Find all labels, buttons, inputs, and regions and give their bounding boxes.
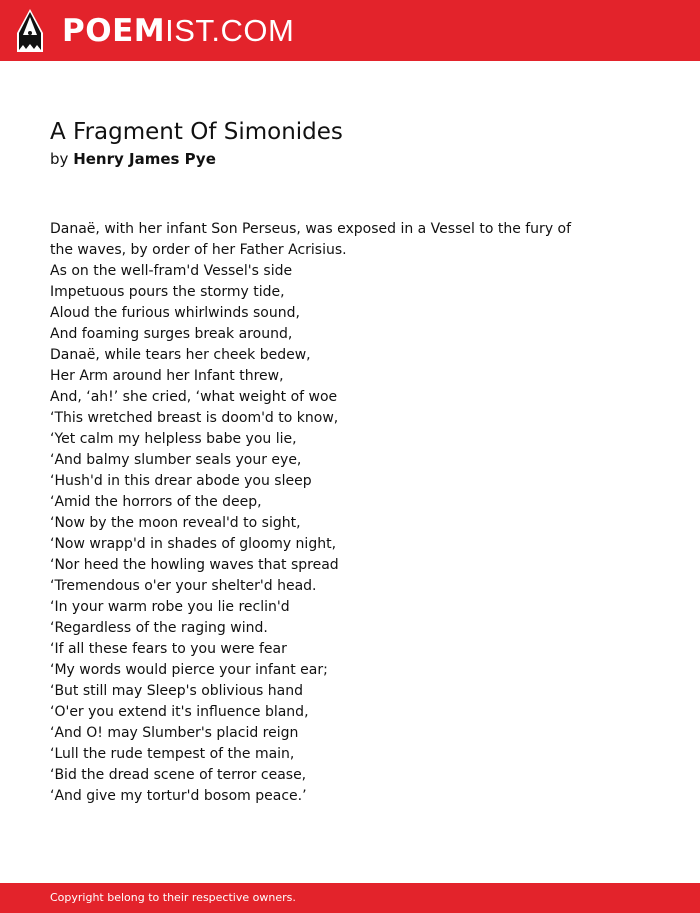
site-footer [0, 883, 700, 913]
poem-line: Aloud the furious whirlwinds sound, [50, 305, 300, 321]
poem-body [50, 219, 570, 807]
poem-line: ‘And balmy slumber seals your eye, [50, 452, 302, 468]
poem-line: ‘And give my tortur'd bosom peace.’ [50, 788, 307, 804]
poem-line: ‘This wretched breast is doom'd to know, [50, 410, 339, 426]
poem-line: ‘Tremendous o'er your shelter'd head. [50, 578, 317, 594]
poem-line: ‘Yet calm my helpless babe you lie, [50, 431, 297, 447]
poem-line: ‘Regardless of the raging wind. [50, 620, 268, 636]
poem-line: ‘Bid the dread scene of terror cease, [50, 767, 307, 783]
poem-line: Her Arm around her Infant threw, [50, 368, 284, 384]
poem-line: ‘But still may Sleep's oblivious hand [50, 683, 304, 699]
brand-light-text: IST.COM [165, 13, 295, 48]
poem-line: Impetuous pours the stormy tide, [50, 284, 285, 300]
poem-line: As on the well-fram'd Vessel's side [50, 263, 293, 279]
poem-line: ‘Amid the horrors of the deep, [50, 494, 262, 510]
poem-line: ‘Hush'd in this drear abode you sleep [50, 473, 312, 489]
site-header [0, 0, 700, 61]
poem-line: ‘Lull the rude tempest of the main, [50, 746, 295, 762]
by-label: by [50, 150, 69, 168]
poem-line: And, ‘ah!’ she cried, ‘what weight of woe [50, 389, 338, 405]
poem-line: ‘In your warm robe you lie reclin'd [50, 599, 290, 615]
poem-title: A Fragment Of Simonides [50, 119, 343, 145]
poem-line: ‘Nor heed the howling waves that spread [50, 557, 339, 573]
byline [50, 149, 216, 169]
poem-line: Danaë, with her infant Son Perseus, was exposed in a Vessel to the fury of [50, 221, 572, 237]
poem-line: And foaming surges break around, [50, 326, 293, 342]
poem-line: ‘Now wrapp'd in shades of gloomy night, [50, 536, 337, 552]
site-logo-text[interactable] [62, 13, 294, 49]
poem-line: ‘My words would pierce your infant ear; [50, 662, 328, 678]
brand-bold-text: POEM [62, 13, 166, 49]
poem-line: the waves, by order of her Father Acrisius. [50, 242, 347, 258]
pen-nib-icon[interactable] [17, 9, 43, 52]
poem-line: ‘If all these fears to you were fear [50, 641, 287, 657]
poem-line: Danaë, while tears her cheek bedew, [50, 347, 311, 363]
poem-line: ‘Now by the moon reveal'd to sight, [50, 515, 301, 531]
author-name: Henry James Pye [73, 150, 216, 168]
poem-line: ‘O'er you extend it's influence bland, [50, 704, 309, 720]
poem-line: ‘And O! may Slumber's placid reign [50, 725, 299, 741]
copyright-text: Copyright belong to their respective owners. [50, 891, 296, 904]
